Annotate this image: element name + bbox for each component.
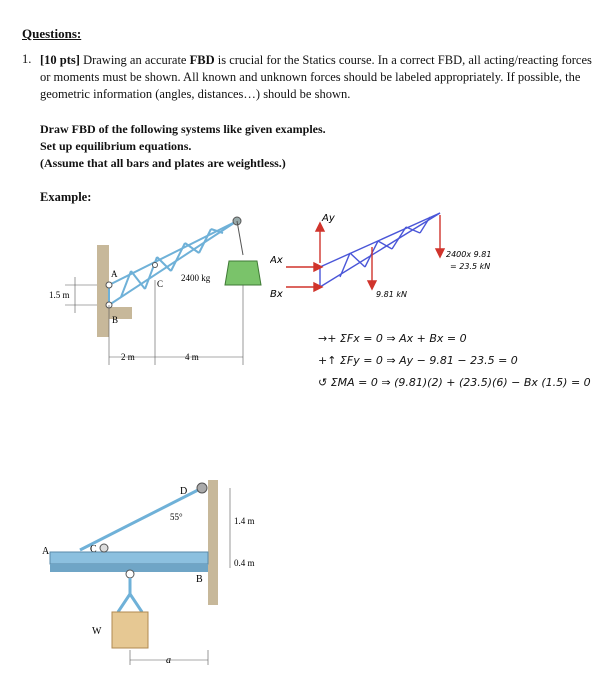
- dim-height-label: 1.4 m: [234, 516, 255, 526]
- label-b: B: [112, 315, 119, 325]
- fbd-weight-label: 9.81 kN: [376, 290, 407, 299]
- pin-d: [197, 483, 207, 493]
- question-text: [40, 52, 595, 103]
- fbd-ax-label: Ax: [270, 255, 283, 266]
- label-c: C: [157, 279, 164, 289]
- question-points: [10 pts]: [40, 53, 80, 67]
- fbd-load-label-2: = 23.5 kN: [450, 262, 491, 271]
- label-a: A: [111, 269, 118, 279]
- crane-diagram: [45, 205, 275, 385]
- equation-sum-fx: →+ ΣFx = 0 ⇒ Ax + Bx = 0: [318, 332, 467, 345]
- fbd-ay-label: Ay: [322, 213, 335, 224]
- beam: [50, 552, 208, 564]
- right-wall: [208, 480, 218, 605]
- wall: [97, 245, 109, 337]
- beam-label-d: D: [180, 486, 188, 497]
- beam-label-c: C: [90, 544, 97, 555]
- beam-diagram: [30, 470, 290, 670]
- dist-4m-label: 4 m: [185, 352, 199, 362]
- dist-2m-label: 2 m: [121, 352, 135, 362]
- cable: [237, 221, 243, 255]
- hanger: [118, 578, 142, 612]
- strut-cd: [80, 488, 202, 550]
- instruction-line: (Assume that all bars and plates are weightless.): [40, 156, 286, 170]
- question-number: 1.: [22, 52, 32, 66]
- pin-c: [100, 544, 108, 552]
- question-text-before: Drawing an accurate: [79, 53, 190, 67]
- question-text-after: is crucial for the Statics course. In a correct FBD, all acting/reacting forces or moments must be shown. All known and unknown forces should be labeled appropriately. If possible, the geometric information (angles, distances…) should be shown.: [40, 53, 592, 101]
- pin-c: [153, 263, 158, 268]
- instruction-line: Draw FBD of the following systems like given examples.: [40, 122, 326, 136]
- beam-label-a: A: [42, 546, 50, 557]
- example-label: Example:: [40, 190, 92, 204]
- equations: [318, 328, 591, 394]
- section-heading: Questions:: [22, 26, 82, 41]
- angle-label: 55°: [170, 512, 183, 522]
- weight-block: [112, 612, 148, 648]
- pin-a: [106, 282, 112, 288]
- load-weight: [225, 261, 261, 285]
- height-label: 1.5 m: [49, 290, 70, 300]
- beam-label-w: W: [92, 626, 102, 637]
- dim-a-label: a: [166, 655, 171, 666]
- equation-sum-fy: +↑ ΣFy = 0 ⇒ Ay − 9.81 − 23.5 = 0: [318, 354, 518, 367]
- question-fbd-term: FBD: [189, 53, 215, 67]
- instruction-line: Set up equilibrium equations.: [40, 139, 192, 153]
- fbd-bx-label: Bx: [270, 289, 283, 300]
- dim-offset-label: 0.4 m: [234, 558, 255, 568]
- fbd-force-arrows: [286, 215, 444, 291]
- fbd-sketch: [270, 205, 570, 315]
- mass-label: 2400 kg: [181, 273, 211, 283]
- instructions: [40, 121, 326, 172]
- beam-label-b: B: [196, 574, 203, 585]
- fbd-load-label-1: 2400x 9.81: [446, 250, 492, 259]
- equation-sum-ma: ↺ ΣMA = 0 ⇒ (9.81)(2) + (23.5)(6) − Bx (1.5) = 0: [318, 376, 591, 389]
- truss-boom: [109, 221, 237, 305]
- hanger-pin: [126, 570, 134, 578]
- fbd-truss: [320, 213, 440, 287]
